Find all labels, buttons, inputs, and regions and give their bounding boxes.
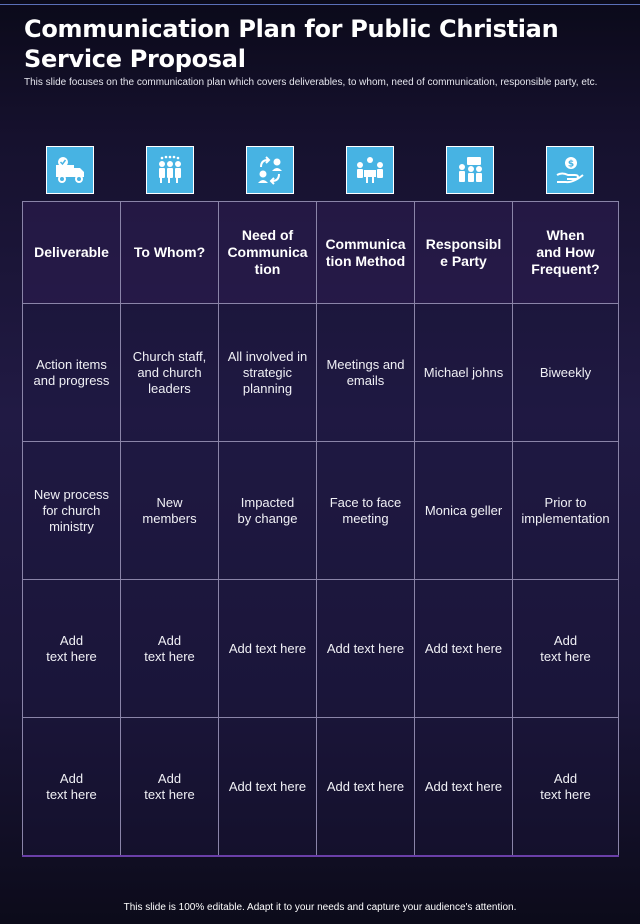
table-cell: Monica geller	[415, 442, 513, 580]
delivery-truck-icon	[46, 146, 94, 194]
table-cell: Add text here	[415, 580, 513, 718]
header-deliverable: Deliverable	[23, 202, 121, 304]
table-cell: Meetings and emails	[317, 304, 415, 442]
header-need-of-communication: Need of Communica tion	[219, 202, 317, 304]
header-communication-method: Communica tion Method	[317, 202, 415, 304]
group-people-icon	[146, 146, 194, 194]
table-cell: Add text here	[121, 580, 219, 718]
header-responsible-party: Responsibl e Party	[415, 202, 513, 304]
table-cell: Face to face meeting	[317, 442, 415, 580]
slide-footer: This slide is 100% editable. Adapt it to your needs and capture your audience's attention.	[123, 902, 517, 913]
top-accent-line	[0, 4, 640, 5]
table-row	[23, 718, 619, 856]
table-cell: Add text here	[513, 718, 619, 856]
table-cell: Prior to implementation	[513, 442, 619, 580]
table-row	[23, 442, 619, 580]
table-cell: Impacted by change	[219, 442, 317, 580]
table-cell: New members	[121, 442, 219, 580]
table-cell: Add text here	[219, 580, 317, 718]
table-header-row	[23, 202, 619, 304]
table-cell: Add text here	[121, 718, 219, 856]
money-hand-icon	[546, 146, 594, 194]
svg-text:$: $	[567, 159, 575, 170]
table-row	[23, 580, 619, 718]
table-cell: Biweekly	[513, 304, 619, 442]
slide-title: Communication Plan for Public Christian Service Proposal	[24, 15, 559, 73]
table-cell: Church staff, and church leaders	[121, 304, 219, 442]
header-to-whom: To Whom?	[121, 202, 219, 304]
slide-subtitle: This slide focuses on the communication plan which covers deliverables, to whom, need of communication, responsible party, etc.	[24, 77, 598, 88]
header-when-and-how-frequent: When and How Frequent?	[513, 202, 619, 304]
table-cell: New process for church ministry	[23, 442, 121, 580]
meeting-table-icon	[346, 146, 394, 194]
table-cell: Add text here	[317, 718, 415, 856]
table-cell: Add text here	[219, 718, 317, 856]
table-cell: All involved in strategic planning	[219, 304, 317, 442]
communication-plan-table	[22, 201, 619, 857]
table-cell: Michael johns	[415, 304, 513, 442]
table-cell: Add text here	[415, 718, 513, 856]
table-cell: Add text here	[513, 580, 619, 718]
table-row	[23, 304, 619, 442]
exchange-people-icon	[246, 146, 294, 194]
table-cell: Add text here	[317, 580, 415, 718]
team-discussion-icon	[446, 146, 494, 194]
table-cell: Add text here	[23, 718, 121, 856]
table-cell: Action items and progress	[23, 304, 121, 442]
table-cell: Add text here	[23, 580, 121, 718]
